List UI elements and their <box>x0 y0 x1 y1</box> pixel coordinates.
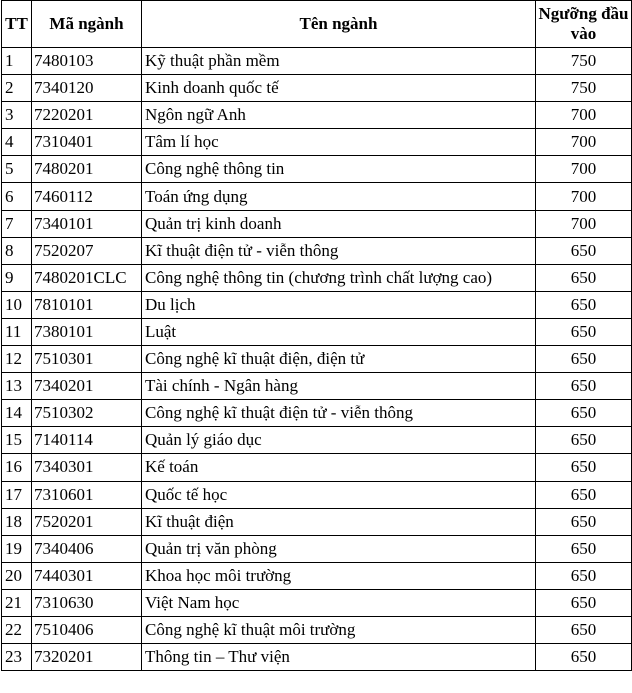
header-name: Tên ngành <box>142 1 536 48</box>
table-body <box>2 48 632 671</box>
major-name: Tâm lí học <box>142 129 536 156</box>
row-number: 10 <box>2 291 32 318</box>
threshold-score: 650 <box>536 318 632 345</box>
major-code: 7340406 <box>32 535 142 562</box>
major-name: Quản trị văn phòng <box>142 535 536 562</box>
table-row <box>2 481 632 508</box>
row-number: 1 <box>2 48 32 75</box>
table-row <box>2 318 632 345</box>
major-name: Quản lý giáo dục <box>142 427 536 454</box>
major-name: Toán ứng dụng <box>142 183 536 210</box>
major-code: 7510302 <box>32 400 142 427</box>
row-number: 14 <box>2 400 32 427</box>
row-number: 2 <box>2 75 32 102</box>
threshold-score: 650 <box>536 400 632 427</box>
major-name: Kĩ thuật điện tử - viễn thông <box>142 237 536 264</box>
header-tt: TT <box>2 1 32 48</box>
major-name: Kỹ thuật phần mềm <box>142 48 536 75</box>
table-row <box>2 237 632 264</box>
major-name: Quản trị kinh doanh <box>142 210 536 237</box>
admission-threshold-table <box>1 0 632 671</box>
major-name: Việt Nam học <box>142 589 536 616</box>
major-name: Du lịch <box>142 291 536 318</box>
table-row <box>2 346 632 373</box>
major-name: Ngôn ngữ Anh <box>142 102 536 129</box>
table-row <box>2 210 632 237</box>
major-name: Tài chính - Ngân hàng <box>142 373 536 400</box>
major-code: 7520207 <box>32 237 142 264</box>
threshold-score: 700 <box>536 129 632 156</box>
table-row <box>2 616 632 643</box>
major-code: 7510301 <box>32 346 142 373</box>
threshold-score: 650 <box>536 562 632 589</box>
row-number: 7 <box>2 210 32 237</box>
threshold-score: 650 <box>536 508 632 535</box>
table-row <box>2 48 632 75</box>
table-row <box>2 644 632 671</box>
header-score: Ngưỡng đầu vào <box>536 1 632 48</box>
threshold-score: 650 <box>536 291 632 318</box>
major-code: 7480103 <box>32 48 142 75</box>
threshold-score: 700 <box>536 102 632 129</box>
major-code: 7340201 <box>32 373 142 400</box>
threshold-score: 650 <box>536 589 632 616</box>
threshold-score: 650 <box>536 237 632 264</box>
table-row <box>2 102 632 129</box>
table-row <box>2 75 632 102</box>
row-number: 9 <box>2 264 32 291</box>
major-name: Thông tin – Thư viện <box>142 644 536 671</box>
row-number: 20 <box>2 562 32 589</box>
table-header-row <box>2 1 632 48</box>
major-name: Kĩ thuật điện <box>142 508 536 535</box>
major-code: 7340301 <box>32 454 142 481</box>
major-code: 7220201 <box>32 102 142 129</box>
row-number: 4 <box>2 129 32 156</box>
major-name: Luật <box>142 318 536 345</box>
major-name: Khoa học môi trường <box>142 562 536 589</box>
major-name: Kế toán <box>142 454 536 481</box>
major-code: 7320201 <box>32 644 142 671</box>
table-row <box>2 373 632 400</box>
major-code: 7480201 <box>32 156 142 183</box>
major-name: Kinh doanh quốc tế <box>142 75 536 102</box>
row-number: 18 <box>2 508 32 535</box>
major-code: 7310630 <box>32 589 142 616</box>
threshold-score: 650 <box>536 373 632 400</box>
threshold-score: 650 <box>536 616 632 643</box>
threshold-score: 650 <box>536 454 632 481</box>
table-row <box>2 156 632 183</box>
threshold-score: 700 <box>536 156 632 183</box>
header-code: Mã ngành <box>32 1 142 48</box>
major-code: 7520201 <box>32 508 142 535</box>
row-number: 6 <box>2 183 32 210</box>
table-row <box>2 508 632 535</box>
threshold-score: 750 <box>536 48 632 75</box>
row-number: 22 <box>2 616 32 643</box>
table-row <box>2 454 632 481</box>
threshold-score: 700 <box>536 183 632 210</box>
major-code: 7480201CLC <box>32 264 142 291</box>
table-row <box>2 535 632 562</box>
threshold-score: 650 <box>536 427 632 454</box>
major-code: 7380101 <box>32 318 142 345</box>
row-number: 12 <box>2 346 32 373</box>
threshold-score: 650 <box>536 644 632 671</box>
row-number: 5 <box>2 156 32 183</box>
major-code: 7810101 <box>32 291 142 318</box>
row-number: 15 <box>2 427 32 454</box>
table-row <box>2 562 632 589</box>
row-number: 13 <box>2 373 32 400</box>
table-row <box>2 291 632 318</box>
table-row <box>2 264 632 291</box>
major-name: Công nghệ kĩ thuật điện, điện tử <box>142 346 536 373</box>
major-code: 7310601 <box>32 481 142 508</box>
major-code: 7460112 <box>32 183 142 210</box>
threshold-score: 700 <box>536 210 632 237</box>
row-number: 16 <box>2 454 32 481</box>
major-code: 7340120 <box>32 75 142 102</box>
table-row <box>2 427 632 454</box>
table-row <box>2 589 632 616</box>
threshold-score: 650 <box>536 264 632 291</box>
threshold-score: 650 <box>536 481 632 508</box>
major-code: 7310401 <box>32 129 142 156</box>
row-number: 19 <box>2 535 32 562</box>
major-code: 7510406 <box>32 616 142 643</box>
major-name: Công nghệ kĩ thuật môi trường <box>142 616 536 643</box>
row-number: 23 <box>2 644 32 671</box>
major-code: 7340101 <box>32 210 142 237</box>
row-number: 21 <box>2 589 32 616</box>
major-name: Công nghệ kĩ thuật điện tử - viễn thông <box>142 400 536 427</box>
major-name: Công nghệ thông tin <box>142 156 536 183</box>
major-name: Quốc tế học <box>142 481 536 508</box>
threshold-score: 650 <box>536 346 632 373</box>
threshold-score: 650 <box>536 535 632 562</box>
major-code: 7440301 <box>32 562 142 589</box>
table-row <box>2 129 632 156</box>
major-code: 7140114 <box>32 427 142 454</box>
row-number: 11 <box>2 318 32 345</box>
table-row <box>2 400 632 427</box>
row-number: 17 <box>2 481 32 508</box>
table-row <box>2 183 632 210</box>
row-number: 8 <box>2 237 32 264</box>
row-number: 3 <box>2 102 32 129</box>
major-name: Công nghệ thông tin (chương trình chất lượng cao) <box>142 264 536 291</box>
threshold-score: 750 <box>536 75 632 102</box>
